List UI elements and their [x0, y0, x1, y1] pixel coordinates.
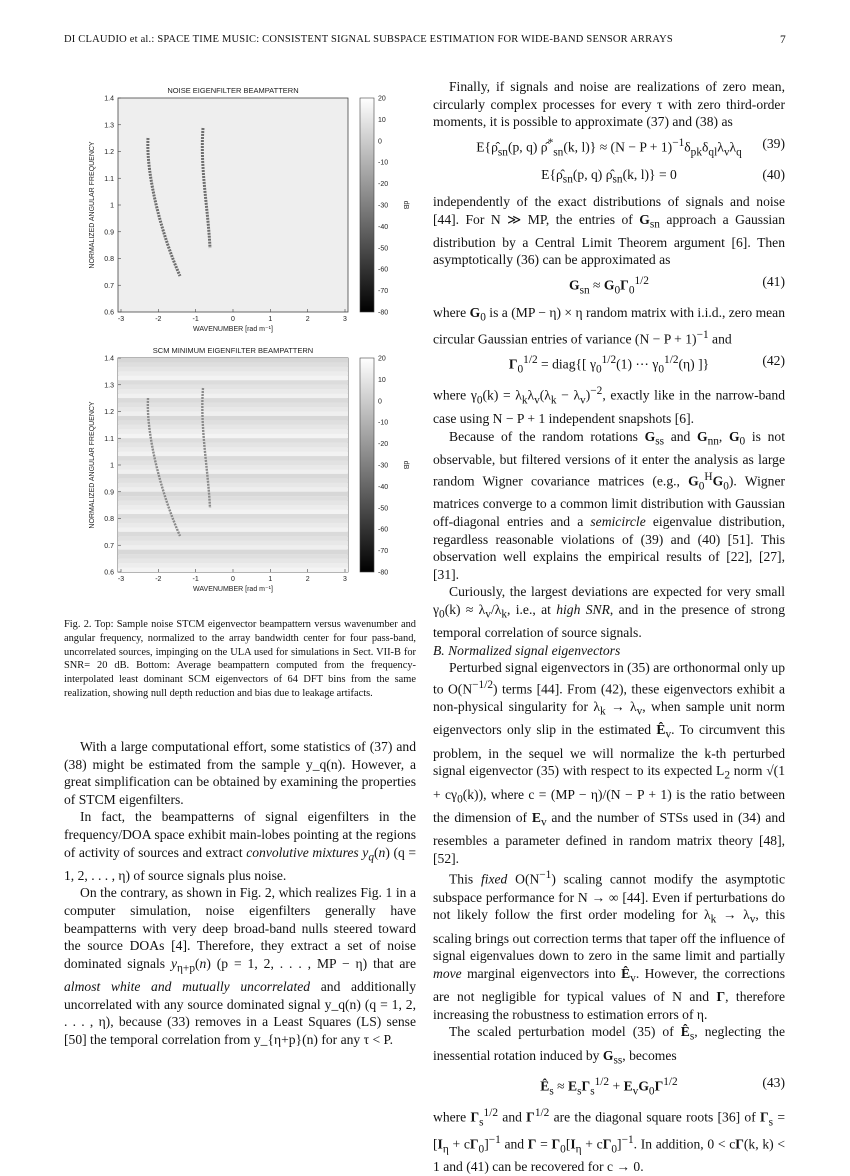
- colorbar-tick-label: 20: [378, 355, 386, 363]
- colorbar-tick-label: -60: [378, 266, 389, 274]
- paragraph: The scaled perturbation model (35) of $Ê_s$, neglecting the inessential rotation induced by $G_{ss}$, becomes: [433, 1024, 785, 1067]
- x-tick-label: 2: [305, 576, 310, 583]
- paragraph: Curiously, the largest deviations are expected for very small $\gamma_0(k) \approx \lambda_v/\lambda_k$, i.e., at high SNR, and in the presence of strong temporal correlation of source signals.: [433, 584, 786, 641]
- y-tick-label: 0.9: [104, 489, 114, 497]
- section-heading: B. Normalized signal eigenvectors: [433, 642, 621, 658]
- y-tick-label: 0.8: [104, 516, 114, 523]
- leakage-band: [118, 510, 348, 514]
- colorbar-label: dB: [402, 460, 409, 470]
- leakage-band: [118, 420, 348, 424]
- leakage-band: [118, 394, 348, 398]
- y-tick-label: 0.7: [104, 282, 114, 290]
- leakage-band: [118, 403, 348, 407]
- running-title: DI CLAUDIO et al.: SPACE TIME MUSIC: CONSISTENT SIGNAL SUBSPACE ESTIMATION FOR WIDE-BAND SENSOR ARRAYS: [64, 34, 673, 45]
- y-tick-label: 1.4: [104, 95, 114, 103]
- colorbar-tick-label: 0: [378, 138, 382, 146]
- leakage-band: [118, 362, 348, 366]
- leakage-band: [118, 456, 348, 460]
- colorbar-tick-label: -70: [378, 288, 389, 296]
- y-tick-label: 1: [110, 202, 114, 210]
- y-tick-label: 0.6: [104, 569, 114, 577]
- y-tick-label: 1: [110, 462, 114, 470]
- x-tick-label: 1: [268, 576, 273, 583]
- equation-41: $G_{sn} \approx G_0\Gamma_0^{1/2}$ (41): [569, 274, 785, 297]
- leakage-band: [118, 398, 348, 402]
- colorbar-tick-label: -80: [378, 309, 389, 317]
- x-axis-label: WAVENUMBER [rad m⁻¹]: [193, 586, 273, 593]
- leakage-band: [118, 465, 348, 469]
- paragraph: where $G_0$ is a (MP − η) × η random matrix with i.i.d., zero mean circular Gaussian entries of variance $(N - P + 1)^{-1}$ and: [433, 304, 786, 347]
- colorbar-tick-label: -20: [378, 181, 389, 189]
- x-tick-label: -1: [192, 576, 199, 583]
- colorbar-tick-label: -50: [378, 245, 389, 253]
- equation-40: $E\{\rhô_{sn}(p$, q) $\rhô_{sn}(k$, l)} = 0 (40): [541, 166, 785, 186]
- leakage-band: [118, 559, 348, 563]
- leakage-band: [118, 474, 348, 478]
- paragraph: independently of the exact distributions of signals and noise [44]. For N ≫ MP, the entries of $G_{sn}$ approach a Gaussian distribution by a Central Limit Theorem argument [6]. Then asymptotically (36) can be approximated as: [433, 193, 785, 268]
- colorbar-tick-label: -30: [378, 462, 389, 470]
- y-tick-label: 1.4: [104, 355, 114, 363]
- y-tick-label: 0.6: [104, 309, 114, 317]
- leakage-band: [118, 545, 348, 549]
- paragraph: With a large computational effort, some statistics of (37) and (38) might be estimated from the sample y_q(n). However, a great simplification can be obtained by examining the properties of STCM eigenfilters.: [64, 739, 416, 807]
- y-tick-label: 0.7: [104, 542, 114, 550]
- leakage-band: [118, 434, 348, 438]
- paragraph: where $\Gamma_s^{1/2}$ and $\Gamma^{1/2}$ are the diagonal square roots [36] of $\Gamma_s = [I_\eta + c\Gamma_0]^{-1}$ and $\Gamma = \Gamma_0[I_\eta + c\Gamma_0]^{-1}$. In addition, 0 < cΓ(k, k) < 1 and (41) can be recovered for c → 0.: [433, 1106, 786, 1175]
- x-tick-label: -2: [155, 576, 162, 583]
- y-tick-label: 1.3: [104, 122, 114, 130]
- leakage-band: [118, 412, 348, 416]
- x-tick-label: 2: [305, 316, 310, 323]
- paragraph: In fact, the beampatterns of signal eigenfilters in the frequency/DOA space exhibit main-lobes pointing at the regions of activity of sources and extract convolutive mixtures $y_q(n) (q = 1$, 2, . . . , η) of source signals plus noise.: [64, 809, 416, 883]
- figure-top: [64, 84, 414, 334]
- leakage-band: [118, 367, 348, 371]
- colorbar-label: dB: [402, 200, 409, 210]
- leakage-band: [118, 416, 348, 420]
- colorbar-tick-label: -30: [378, 202, 389, 210]
- x-tick-label: 3: [343, 576, 347, 583]
- y-tick-label: 1.1: [104, 435, 114, 443]
- y-axis-label: NORMALIZED ANGULAR FREQUENCY: [89, 401, 96, 529]
- right-column: [433, 78, 785, 1176]
- y-tick-label: 0.8: [104, 256, 114, 263]
- x-tick-label: 3: [343, 316, 347, 323]
- leakage-band: [118, 550, 348, 554]
- leakage-band: [118, 438, 348, 442]
- leakage-band: [118, 505, 348, 509]
- leakage-band: [118, 492, 348, 496]
- leakage-band: [118, 461, 348, 465]
- colorbar-tick-label: -50: [378, 505, 389, 513]
- paragraph: On the contrary, as shown in Fig. 2, which realizes Fig. 1 in a computer simulation, noise eigenfilters generally have beampatterns with very deep broad-band nulls steered toward the source DOAs [4]. Therefore, they extract a set of noise dominated signals $y_{\eta+p}(n) (p = 1$, 2, . . . , MP − η) that are almost white and mutually uncorrelated and additionally uncorrelated with any source dominated signal y_q(n) (q = 1, 2, . . . , η), because (33) removes in a Least Squares (LS) sense [50] the temporal correlation from y_{η+p}(n) for any τ < P.: [64, 885, 416, 1047]
- leakage-band: [118, 519, 348, 523]
- leakage-band: [118, 478, 348, 482]
- y-axis-label: NORMALIZED ANGULAR FREQUENCY: [89, 141, 96, 269]
- x-axis-label: WAVENUMBER [rad m⁻¹]: [193, 326, 273, 333]
- figure-caption: Fig. 2. Top: Sample noise STCM eigenvector beampattern versus wavenumber and angular frequency, normalized to the array bandwidth center for four pass-band, uncorrelated sources, impinging on the ULA used for simulations in Sect. VII-B for SNR= 20 dB. Bottom: Average beampattern computed from the frequency-interpolated least dominant SCM eigenvectors of 64 DFT bins from the same realization, showing null depth reduction and bias due to leakage artifacts.: [64, 619, 416, 699]
- leakage-band: [118, 554, 348, 558]
- scm-eigenfilter-plot: [64, 344, 414, 596]
- leakage-band: [118, 469, 348, 473]
- plot-title: SCM MINIMUM EIGENFILTER BEAMPATTERN: [152, 346, 314, 355]
- plot-area: [118, 98, 348, 312]
- paragraph: Perturbed signal eigenvectors in (35) are orthonormal only up to $O(N^{-1/2})$ terms [44]. From (42), these eigenvectors exhibit a non-physical singularity for $\lambda_k \to \lambda_v$, when sample unit norm eigenvectors only slip in the estimated $Ê_v$. To circumvent this problem, in the sequel we will normalize the k-th perturbed signal eigenvector (35) with respect to its expected $L_2$ norm $√(1 + c\gamma_0(k))$, where c = (MP − η)/(N − P + 1) is the ratio between the dimension of $E_v$ and the number of STSs used in (34) and resembles a parameter defined in random matrix theory [48], [52].: [433, 660, 786, 866]
- colorbar-tick-label: 10: [378, 116, 386, 124]
- x-tick-label: 0: [231, 576, 235, 583]
- page-number: 7: [780, 34, 786, 46]
- left-column: [64, 738, 416, 1049]
- x-tick-label: -2: [155, 316, 162, 323]
- colorbar-tick-label: -60: [378, 526, 389, 534]
- leakage-band: [118, 407, 348, 411]
- leakage-band: [118, 527, 348, 531]
- x-tick-label: 0: [231, 316, 235, 323]
- paragraph: This fixed $O(N^{-1})$ scaling cannot modify the asymptotic subspace performance for N → ∞ [44]. Even if perturbations do not likely follow the first order modeling for $\lambda_k \to \lambda_v$, this scaling brings out correction terms that taper off the influence of signal eigenvalues down to zero in the same limit and partially move marginal eigenvectors into $Ê_v$. However, the corrections are not negligible for typical values of N and Γ, therefore increasing the robustness to estimation errors of η.: [433, 869, 785, 1022]
- y-tick-label: 1.1: [104, 175, 114, 183]
- leakage-band: [118, 536, 348, 540]
- leakage-band: [118, 389, 348, 393]
- leakage-band: [118, 380, 348, 384]
- leakage-band: [118, 501, 348, 505]
- paragraph: where $\gamma_0(k) = \lambda_k\lambda_v(\lambda_k - \lambda_v)^{-2}$, exactly like in the narrow-band case using N − P + 1 independent snapshots [6].: [433, 385, 786, 426]
- colorbar-tick-label: 10: [378, 376, 386, 384]
- y-tick-label: 1.2: [104, 149, 114, 156]
- colorbar-tick-label: -40: [378, 483, 389, 491]
- paragraph: Because of the random rotations $G_{ss}$ and $G_{nn}$, $G_0$ is not observable, but filtered versions of it enter the analysis as large random Wigner covariance matrices (e.g., $G_0^HG_0$). Wigner matrices converge to a common limit distribution with Gaussian off-diagonal entries and a semicircle eigenvalue distribution, regardless reasonable violations of (39) and (40) [51]. This observation well explains the empirical results of [22], [27], [31].: [433, 428, 785, 582]
- leakage-band: [118, 496, 348, 500]
- leakage-band: [118, 563, 348, 567]
- figure-bottom: [64, 344, 414, 596]
- x-tick-label: -3: [117, 316, 125, 323]
- x-tick-label: 1: [268, 316, 273, 323]
- x-tick-label: -1: [192, 316, 199, 323]
- colorbar-tick-label: -20: [378, 441, 389, 449]
- leakage-band: [118, 532, 348, 536]
- colorbar-tick-label: -70: [378, 548, 389, 556]
- equation-42: $\Gamma_0^{1/2}$ = diag{[ $\gamma_0^{1/2}(1)$ ⋯ $\gamma_0^{1/2}(\eta)$ ]} (42): [508, 353, 785, 376]
- colorbar: [360, 358, 374, 572]
- leakage-band: [118, 487, 348, 491]
- paragraph: Finally, if signals and noise are realizations of zero mean, circularly complex processes for every τ with zero third-order moments, it is possible to approximate (37) and (38) as: [433, 79, 785, 130]
- leakage-band: [118, 425, 348, 429]
- leakage-band: [118, 523, 348, 527]
- leakage-band: [118, 429, 348, 433]
- y-tick-label: 1.3: [104, 382, 114, 390]
- colorbar-tick-label: 0: [378, 398, 382, 406]
- colorbar-tick-label: -40: [378, 223, 389, 231]
- y-tick-label: 1.2: [104, 409, 114, 416]
- colorbar-tick-label: 20: [378, 95, 386, 103]
- colorbar-tick-label: -10: [378, 159, 389, 167]
- colorbar: [360, 98, 374, 312]
- noise-eigenfilter-plot: [64, 84, 414, 334]
- leakage-band: [118, 385, 348, 389]
- equation-39: $E\{\rhô_{sn}(p$, q) $\rhô^*_{sn}(k$, $l)\} \approx (N - P + 1)^{-1}\delta_{pk}\delta_{ql}\lambda_v\lambda_q$ (39): [476, 135, 785, 159]
- leakage-band: [118, 358, 348, 362]
- colorbar-tick-label: -80: [378, 569, 389, 577]
- plot-title: NOISE EIGENFILTER BEAMPATTERN: [167, 86, 299, 95]
- equation-43: $Ê_s \approx E_s\Gamma_s^{1/2} + E_vG_0\Gamma^{1/2}$ (43): [540, 1074, 785, 1098]
- leakage-band: [118, 483, 348, 487]
- colorbar-tick-label: -10: [378, 419, 389, 427]
- leakage-band: [118, 514, 348, 518]
- leakage-band: [118, 371, 348, 375]
- y-tick-label: 0.9: [104, 229, 114, 237]
- x-tick-label: -3: [117, 576, 125, 583]
- leakage-band: [118, 376, 348, 380]
- leakage-band: [118, 541, 348, 545]
